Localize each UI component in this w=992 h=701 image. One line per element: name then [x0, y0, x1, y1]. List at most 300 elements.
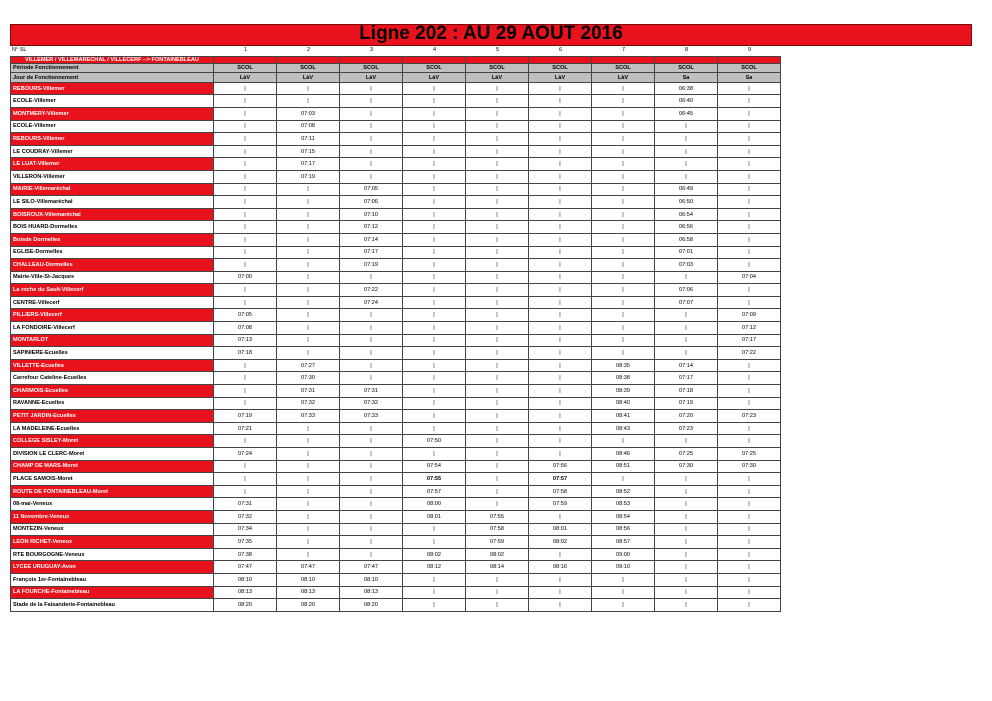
time-cell: | — [277, 82, 340, 95]
time-cell: | — [277, 208, 340, 221]
time-cell: 08:02 — [403, 548, 466, 561]
time-cell: | — [403, 82, 466, 95]
time-cell: | — [403, 208, 466, 221]
time-cell: | — [277, 548, 340, 561]
time-cell: 07:32 — [277, 397, 340, 410]
stop-name: LA FOURCHE-Fontainebleau — [11, 586, 214, 599]
time-cell: 07:14 — [655, 359, 718, 372]
jour-cell: LàV — [214, 73, 277, 82]
time-cell: | — [529, 107, 592, 120]
time-cell: | — [718, 385, 781, 398]
time-cell: | — [277, 221, 340, 234]
stop-name: PILLIERS-Villecerf — [11, 309, 214, 322]
time-cell: | — [214, 397, 277, 410]
time-cell: | — [466, 95, 529, 108]
time-cell: | — [718, 561, 781, 574]
table-row — [11, 170, 781, 183]
time-cell: 07:35 — [214, 536, 277, 549]
jour-cell: Sa — [718, 73, 781, 82]
table-row — [11, 246, 781, 259]
time-cell: | — [466, 322, 529, 335]
stop-name: PETIT JARDIN-Ecuelles — [11, 410, 214, 423]
time-cell: 07:17 — [340, 246, 403, 259]
time-cell: | — [277, 347, 340, 360]
time-cell: 06:45 — [655, 107, 718, 120]
time-cell: | — [592, 246, 655, 259]
time-cell: | — [655, 510, 718, 523]
time-cell: 06:58 — [655, 233, 718, 246]
time-cell: 07:57 — [403, 485, 466, 498]
time-cell: 08:56 — [592, 523, 655, 536]
time-cell: | — [655, 158, 718, 171]
time-cell: | — [340, 510, 403, 523]
jour-cell: LàV — [592, 73, 655, 82]
time-cell: | — [466, 397, 529, 410]
time-cell: | — [718, 422, 781, 435]
time-cell: | — [277, 334, 340, 347]
time-cell: 07:07 — [655, 296, 718, 309]
time-cell: | — [718, 208, 781, 221]
time-cell: | — [277, 485, 340, 498]
time-cell: | — [655, 561, 718, 574]
time-cell: | — [340, 523, 403, 536]
time-cell: 08:54 — [592, 510, 655, 523]
time-cell: | — [214, 460, 277, 473]
time-cell: | — [718, 296, 781, 309]
time-cell: 07:03 — [277, 107, 340, 120]
time-cell: | — [403, 536, 466, 549]
time-cell: | — [403, 246, 466, 259]
time-cell: | — [277, 460, 340, 473]
jour-cell: LàV — [529, 73, 592, 82]
time-cell: | — [466, 448, 529, 461]
periode-cell: SCOL — [403, 64, 466, 73]
time-cell: | — [592, 120, 655, 133]
time-cell: | — [214, 259, 277, 272]
time-cell: 08:39 — [592, 385, 655, 398]
time-cell: 07:06 — [655, 284, 718, 297]
time-cell: | — [529, 359, 592, 372]
time-cell: | — [403, 170, 466, 183]
time-cell: | — [340, 145, 403, 158]
time-cell: | — [214, 183, 277, 196]
time-cell: 07:31 — [277, 385, 340, 398]
time-cell: | — [655, 120, 718, 133]
time-cell: 07:01 — [655, 246, 718, 259]
time-cell: 07:19 — [655, 397, 718, 410]
stop-name: LE SILO-Villemaréchal — [11, 196, 214, 209]
time-cell: | — [277, 246, 340, 259]
table-row — [11, 422, 781, 435]
time-cell: 07:57 — [529, 473, 592, 486]
service-number: 3 — [370, 47, 374, 53]
time-cell: | — [340, 271, 403, 284]
time-cell: 07:17 — [718, 334, 781, 347]
time-cell: | — [529, 271, 592, 284]
stop-name: PLACE SAMOIS-Moret — [11, 473, 214, 486]
time-cell: | — [592, 183, 655, 196]
time-cell: 07:04 — [718, 271, 781, 284]
time-cell: | — [340, 548, 403, 561]
time-cell: | — [340, 473, 403, 486]
stop-name: 08-mai-Veneux — [11, 498, 214, 511]
time-cell: 07:59 — [529, 498, 592, 511]
time-cell: 07:09 — [718, 309, 781, 322]
table-row — [11, 322, 781, 335]
time-cell: | — [403, 158, 466, 171]
stop-name: Mairie-Ville-St-Jacques — [11, 271, 214, 284]
jour-cell: LàV — [466, 73, 529, 82]
table-row — [11, 271, 781, 284]
time-cell: | — [529, 334, 592, 347]
time-cell: | — [718, 397, 781, 410]
stop-name: DIVISION LE CLERC-Moret — [11, 448, 214, 461]
time-cell: | — [592, 259, 655, 272]
time-cell: | — [340, 460, 403, 473]
table-row — [11, 548, 781, 561]
time-cell: | — [340, 158, 403, 171]
stop-name: BOIS HUARD-Dormelles — [11, 221, 214, 234]
time-cell: | — [466, 233, 529, 246]
time-cell: | — [277, 95, 340, 108]
time-cell: | — [277, 510, 340, 523]
time-cell: 07:19 — [340, 259, 403, 272]
periode-cell: SCOL — [718, 64, 781, 73]
table-row — [11, 448, 781, 461]
stop-name: EGLISE-Dormelles — [11, 246, 214, 259]
time-cell: | — [655, 271, 718, 284]
time-cell: 08:10 — [214, 573, 277, 586]
time-cell: | — [466, 309, 529, 322]
time-cell: | — [592, 196, 655, 209]
time-cell: | — [529, 221, 592, 234]
time-cell: | — [214, 107, 277, 120]
time-cell: 06:40 — [655, 95, 718, 108]
time-cell: | — [655, 145, 718, 158]
time-cell: | — [529, 208, 592, 221]
time-cell: | — [466, 485, 529, 498]
stop-name: LE LUAT-Villemer — [11, 158, 214, 171]
time-cell: | — [277, 498, 340, 511]
time-cell: 07:27 — [277, 359, 340, 372]
time-cell: | — [592, 435, 655, 448]
time-cell: | — [466, 107, 529, 120]
time-cell: | — [592, 221, 655, 234]
table-row — [11, 460, 781, 473]
time-cell: | — [277, 536, 340, 549]
time-cell: | — [466, 120, 529, 133]
table-row — [11, 410, 781, 423]
table-row — [11, 372, 781, 385]
time-cell: | — [466, 359, 529, 372]
time-cell: | — [655, 334, 718, 347]
time-cell: | — [214, 221, 277, 234]
time-cell: 08:53 — [592, 498, 655, 511]
time-cell: | — [466, 385, 529, 398]
table-row — [11, 473, 781, 486]
table-row — [11, 586, 781, 599]
stop-name: VILLETTE-Ecuelles — [11, 359, 214, 372]
time-cell: | — [277, 296, 340, 309]
time-cell: | — [718, 498, 781, 511]
time-cell: | — [529, 548, 592, 561]
time-cell: | — [466, 82, 529, 95]
time-cell: | — [403, 372, 466, 385]
time-cell: | — [340, 120, 403, 133]
table-row — [11, 359, 781, 372]
time-cell: | — [466, 498, 529, 511]
time-cell: | — [718, 107, 781, 120]
time-cell: | — [718, 196, 781, 209]
time-cell: | — [403, 347, 466, 360]
time-cell: | — [718, 145, 781, 158]
time-cell: | — [466, 586, 529, 599]
time-cell: 07:58 — [529, 485, 592, 498]
time-cell: | — [403, 145, 466, 158]
time-cell: | — [214, 473, 277, 486]
table-row — [11, 523, 781, 536]
time-cell: 08:40 — [592, 397, 655, 410]
service-number-row — [10, 46, 972, 55]
stop-name: CHARMOIS-Ecuelles — [11, 385, 214, 398]
table-row — [11, 158, 781, 171]
time-cell: | — [592, 133, 655, 146]
time-cell: | — [403, 334, 466, 347]
time-cell: | — [466, 208, 529, 221]
timetable — [10, 56, 781, 612]
time-cell: 07:31 — [214, 498, 277, 511]
time-cell: | — [340, 133, 403, 146]
time-cell: | — [529, 422, 592, 435]
time-cell: | — [718, 246, 781, 259]
time-cell: | — [214, 145, 277, 158]
periode-cell: SCOL — [277, 64, 340, 73]
periode-cell: SCOL — [214, 64, 277, 73]
time-cell: 08:41 — [592, 410, 655, 423]
time-cell: | — [529, 196, 592, 209]
time-cell: 07:30 — [655, 460, 718, 473]
time-cell: | — [529, 309, 592, 322]
time-cell: | — [592, 82, 655, 95]
time-cell: | — [466, 410, 529, 423]
time-cell: | — [403, 359, 466, 372]
time-cell: 07:22 — [718, 347, 781, 360]
table-row — [11, 309, 781, 322]
time-cell: | — [403, 107, 466, 120]
time-cell: 07:12 — [340, 221, 403, 234]
time-cell: | — [403, 586, 466, 599]
time-cell: 08:13 — [340, 586, 403, 599]
table-row — [11, 208, 781, 221]
time-cell: | — [403, 385, 466, 398]
time-cell: 07:17 — [277, 158, 340, 171]
time-cell: 07:24 — [214, 448, 277, 461]
time-cell: 07:31 — [340, 385, 403, 398]
sl-label: N° SL — [12, 47, 27, 53]
table-row — [11, 221, 781, 234]
time-cell: 07:14 — [340, 233, 403, 246]
time-cell: | — [655, 485, 718, 498]
time-cell: 07:23 — [718, 410, 781, 423]
stop-name: Stade de la Faisanderie-Fontainebleau — [11, 599, 214, 612]
table-row — [11, 196, 781, 209]
time-cell: 07:32 — [340, 397, 403, 410]
time-cell: | — [529, 385, 592, 398]
time-cell: | — [466, 347, 529, 360]
time-cell: 07:56 — [529, 460, 592, 473]
time-cell: | — [214, 385, 277, 398]
service-number: 9 — [748, 47, 752, 53]
jour-cell: LàV — [340, 73, 403, 82]
time-cell: | — [214, 296, 277, 309]
time-cell: | — [592, 573, 655, 586]
time-cell: 08:10 — [277, 573, 340, 586]
time-cell: | — [466, 196, 529, 209]
time-cell: | — [466, 170, 529, 183]
time-cell: | — [214, 158, 277, 171]
time-cell: | — [340, 485, 403, 498]
jour-label: Jour de Fonctionnement — [11, 73, 214, 82]
time-cell: | — [592, 334, 655, 347]
time-cell: | — [466, 246, 529, 259]
time-cell: | — [529, 259, 592, 272]
stop-name: LE COUDRAY-Villemer — [11, 145, 214, 158]
time-cell: | — [529, 573, 592, 586]
table-row — [11, 573, 781, 586]
time-cell: | — [466, 599, 529, 612]
time-cell: | — [529, 133, 592, 146]
time-cell: | — [655, 347, 718, 360]
time-cell: | — [529, 170, 592, 183]
time-cell: | — [466, 133, 529, 146]
time-cell: | — [529, 586, 592, 599]
service-number: 6 — [559, 47, 563, 53]
time-cell: 08:46 — [592, 448, 655, 461]
stop-name: ECOLE-Villemer — [11, 95, 214, 108]
time-cell: 07:55 — [466, 510, 529, 523]
time-cell: | — [718, 573, 781, 586]
time-cell: 08:01 — [403, 510, 466, 523]
time-cell: | — [277, 284, 340, 297]
stop-name: COLLEGE SISLEY-Moret — [11, 435, 214, 448]
time-cell: | — [718, 95, 781, 108]
time-cell: | — [529, 120, 592, 133]
time-cell: | — [340, 334, 403, 347]
time-cell: | — [466, 372, 529, 385]
table-row — [11, 233, 781, 246]
time-cell: | — [277, 473, 340, 486]
time-cell: 06:54 — [655, 208, 718, 221]
time-cell: 07:47 — [340, 561, 403, 574]
time-cell: | — [340, 435, 403, 448]
service-number: 8 — [685, 47, 689, 53]
time-cell: 07:10 — [340, 208, 403, 221]
time-cell: 07:05 — [340, 183, 403, 196]
time-cell: | — [718, 284, 781, 297]
time-cell: 07:34 — [214, 523, 277, 536]
time-cell: | — [718, 120, 781, 133]
time-cell: | — [718, 82, 781, 95]
time-cell: | — [655, 473, 718, 486]
time-cell: 08:57 — [592, 536, 655, 549]
time-cell: | — [403, 410, 466, 423]
service-number: 2 — [307, 47, 311, 53]
time-cell: | — [277, 448, 340, 461]
time-cell: | — [592, 271, 655, 284]
table-row — [11, 82, 781, 95]
time-cell: | — [277, 523, 340, 536]
periode-cell: SCOL — [340, 64, 403, 73]
time-cell: | — [529, 599, 592, 612]
jour-cell: LàV — [403, 73, 466, 82]
time-cell: 07:19 — [277, 170, 340, 183]
time-cell: | — [277, 309, 340, 322]
time-cell: | — [466, 271, 529, 284]
table-row — [11, 296, 781, 309]
time-cell: | — [214, 435, 277, 448]
time-cell: | — [718, 548, 781, 561]
time-cell: | — [403, 196, 466, 209]
time-cell: | — [277, 233, 340, 246]
periode-cell: SCOL — [592, 64, 655, 73]
time-cell: 08:02 — [529, 536, 592, 549]
service-number: 1 — [244, 47, 248, 53]
time-cell: 07:00 — [214, 271, 277, 284]
time-cell: | — [718, 133, 781, 146]
time-cell: | — [592, 158, 655, 171]
time-cell: | — [214, 82, 277, 95]
stop-name: BOISROUX-Villemaréchal — [11, 208, 214, 221]
time-cell: | — [718, 473, 781, 486]
stop-name: LA FONDOIRE-Villecerf — [11, 322, 214, 335]
time-cell: | — [340, 422, 403, 435]
direction-label: VILLEMER / VILLEMARECHAL / VILLECERF --> FONTAINEBLEAU — [11, 57, 214, 64]
time-cell: | — [718, 233, 781, 246]
time-cell: | — [592, 95, 655, 108]
time-cell: | — [214, 95, 277, 108]
time-cell: | — [466, 435, 529, 448]
time-cell: | — [403, 397, 466, 410]
time-cell: | — [655, 322, 718, 335]
time-cell: | — [340, 372, 403, 385]
table-row — [11, 334, 781, 347]
time-cell: | — [403, 259, 466, 272]
time-cell: | — [529, 448, 592, 461]
time-cell: 07:59 — [466, 536, 529, 549]
time-cell: | — [718, 183, 781, 196]
time-cell: | — [214, 359, 277, 372]
time-cell: | — [529, 397, 592, 410]
time-cell: | — [340, 448, 403, 461]
time-cell: | — [466, 422, 529, 435]
time-cell: | — [340, 498, 403, 511]
stop-name: 11 Novembre-Veneux — [11, 510, 214, 523]
time-cell: | — [214, 208, 277, 221]
periode-cell: SCOL — [466, 64, 529, 73]
time-cell: | — [718, 599, 781, 612]
time-cell: | — [466, 460, 529, 473]
table-row — [11, 259, 781, 272]
stop-name: RAVANNE-Ecuelles — [11, 397, 214, 410]
time-cell: 07:55 — [403, 473, 466, 486]
time-cell: | — [214, 133, 277, 146]
time-cell: 08:51 — [592, 460, 655, 473]
stop-name: RTE BOURGOGNE-Veneux — [11, 548, 214, 561]
stop-name: MAIRIE-Villemaréchal — [11, 183, 214, 196]
table-row — [11, 145, 781, 158]
time-cell: | — [592, 586, 655, 599]
table-row — [11, 120, 781, 133]
